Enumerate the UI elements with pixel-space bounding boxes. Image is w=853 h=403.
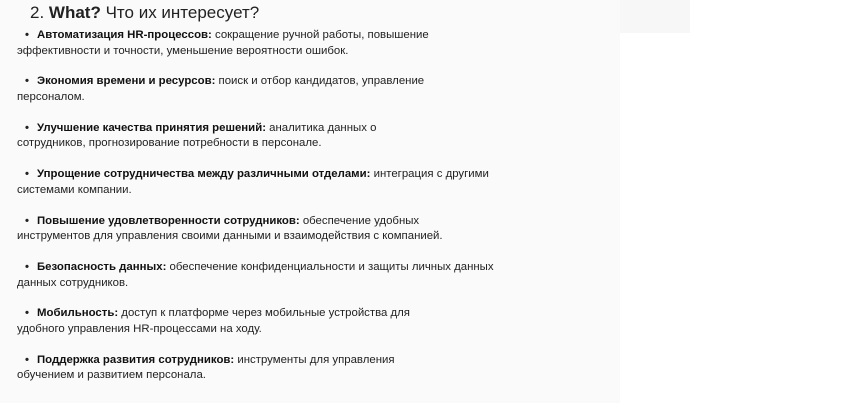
item-term: Безопасность данных: [37, 261, 167, 273]
item-description-continued: сотрудников, прогнозирование потребности в персонале. [17, 137, 322, 150]
list-item [17, 214, 577, 245]
list-item [17, 74, 577, 105]
header-background [620, 0, 690, 33]
item-description-continued: инструментов для управления своими данными и взаимодействия с компанией. [17, 230, 443, 243]
item-term: Поддержка развития сотрудников: [37, 353, 235, 366]
bullet-icon: • [25, 307, 29, 320]
item-description: интеграция с другими [373, 168, 489, 181]
item-term: Автоматизация HR-процессов: [37, 29, 212, 41]
bullet-icon: • [25, 353, 29, 366]
item-term: Мобильность: [37, 307, 119, 320]
list-item [17, 121, 577, 152]
section-number: 2. [30, 3, 45, 22]
item-description: сокращение ручной работы, повышение [215, 29, 429, 41]
item-description: инструменты для управления [237, 353, 395, 366]
bullet-icon: • [25, 75, 29, 88]
bullet-icon: • [25, 121, 29, 134]
bullet-icon: • [25, 29, 29, 41]
item-description-continued: персоналом. [17, 90, 85, 103]
item-description: аналитика данных о [269, 121, 377, 134]
list-item [17, 28, 577, 59]
item-description-continued: системами компании. [17, 183, 132, 196]
item-description-continued: обучением и развитием персонала. [17, 369, 206, 382]
item-term: Упрощение сотрудничества между различными отделами: [37, 168, 371, 181]
item-term: Улучшение качества принятия решений: [37, 121, 266, 134]
list-item [17, 353, 577, 384]
section-subtitle: Что их интересует? [105, 3, 260, 22]
list-item [17, 167, 577, 198]
list-item [17, 306, 577, 337]
list-item [17, 260, 577, 291]
item-description-continued: данных сотрудников. [17, 276, 129, 289]
item-description: поиск и отбор кандидатов, управление [218, 75, 425, 88]
item-description: обеспечение конфиденциальности и защиты личных данных [169, 261, 494, 273]
item-description-continued: удобного управления HR-процессами на ходу. [17, 322, 262, 335]
item-term: Экономия времени и ресурсов: [37, 75, 216, 88]
item-description: доступ к платформе через мобильные устройства для [121, 307, 410, 320]
item-description: обеспечение удобных [302, 214, 420, 227]
section-title [30, 3, 259, 23]
item-term: Повышение удовлетворенности сотрудников: [37, 214, 300, 227]
bullet-icon: • [25, 261, 29, 273]
item-description-continued: эффективности и точности, уменьшение вероятности ошибок. [17, 44, 349, 57]
bullet-icon: • [25, 214, 29, 227]
section-keyword: What? [48, 3, 101, 22]
bullet-icon: • [25, 168, 29, 181]
